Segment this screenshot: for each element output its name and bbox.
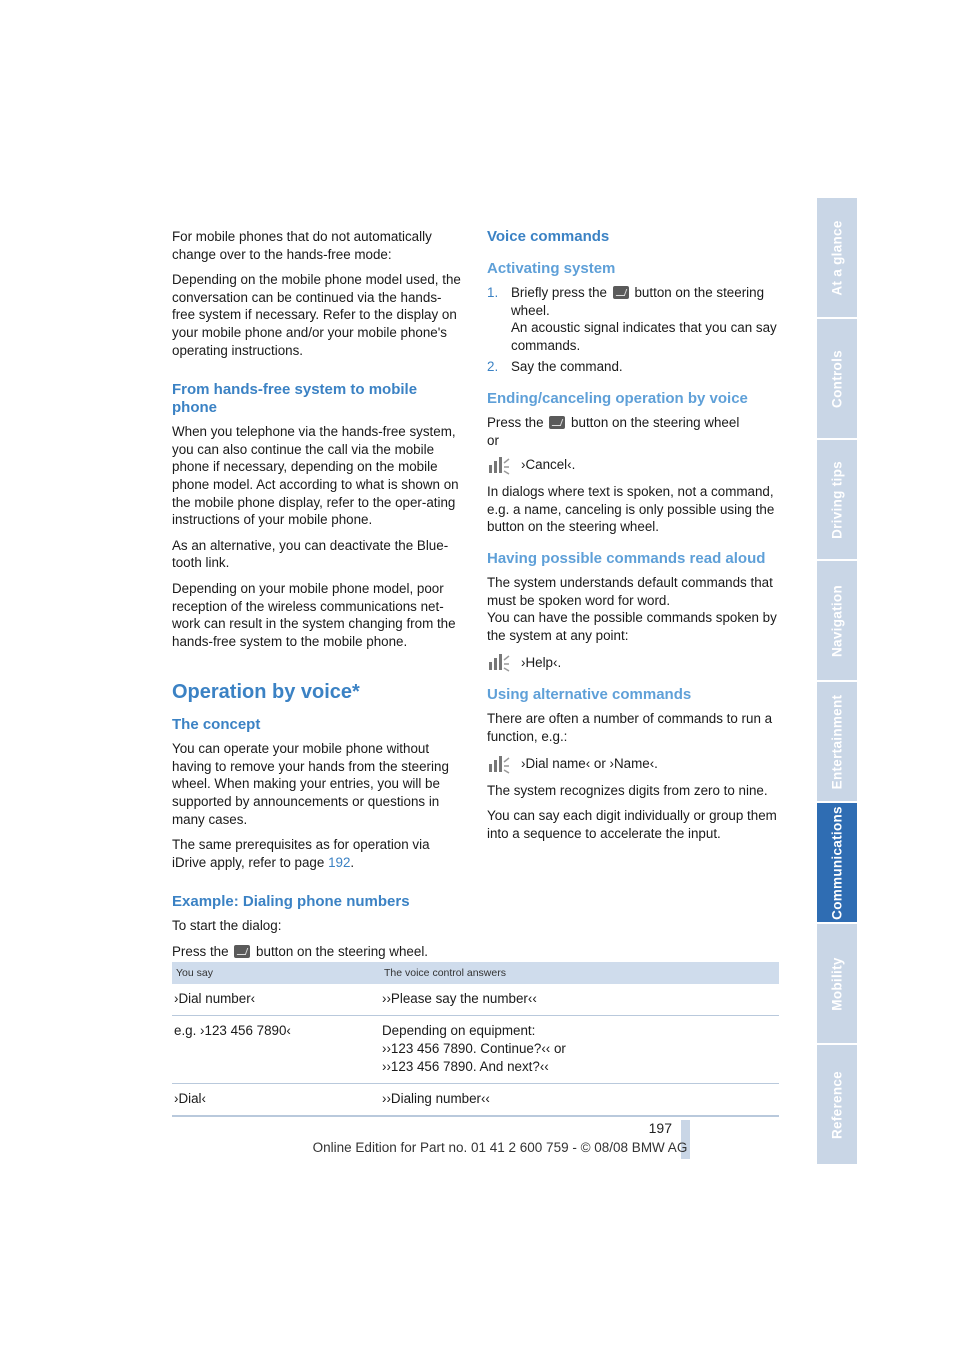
command-cancel: ›Cancel‹. — [487, 455, 779, 475]
command-help: ›Help‹. — [487, 652, 779, 672]
table-cell-answer: Depending on equipment: ››123 456 7890. Continue?‹‹ or ››123 456 7890. And next?‹‹ — [380, 1016, 779, 1084]
table-cell-say: e.g. ›123 456 7890‹ — [172, 1016, 380, 1084]
paragraph-bluetooth: As an alternative, you can deactivate the Blue-tooth link. — [172, 537, 449, 571]
paragraph-press-button: Press the button on the steering wheel. — [172, 944, 429, 960]
left-column — [172, 228, 464, 969]
right-column — [487, 228, 779, 850]
table-cell-say: ›Dial‹ — [172, 1084, 380, 1117]
table-header-you-say: You say — [172, 962, 380, 984]
table-row — [172, 1016, 779, 1084]
steering-wheel-talk-button-icon — [613, 286, 629, 299]
paragraph-understands: The system understands default commands that must be spoken word for word. — [487, 574, 773, 608]
table-row — [172, 984, 779, 1016]
heading-ending-canceling: Ending/canceling operation by voice — [487, 389, 748, 407]
paragraph-continue-call: When you telephone via the hands-free system, you can also continue the call via the mobile phone if necessary, depending on the mobile phone model. Act according to what is shown on the mobile phone display, refer to the oper-ating instructions of your mobile phone. — [172, 424, 459, 528]
paragraph-dialogs: In dialogs where text is spoken, not a command, e.g. a name, canceling is only possible using the button on the steering wheel. — [487, 484, 775, 535]
heading-voice-commands: Voice commands — [487, 228, 610, 245]
step-2: 2. Say the command. — [487, 359, 623, 375]
tab-controls[interactable]: Controls — [817, 319, 857, 438]
voice-command-icon — [487, 455, 511, 475]
voice-dialog-table — [172, 962, 779, 1117]
table-header-row — [172, 962, 779, 984]
footer — [0, 1140, 960, 1155]
heading-alternative-commands: Using alternative commands — [487, 686, 692, 704]
heading-activating-system: Activating system — [487, 260, 616, 277]
paragraph-concept: You can operate your mobile phone without having to remove your hands from the steering wheel. When making your entries, you will be supported by announcements or questions in many cases. — [172, 741, 449, 827]
heading-operation-by-voice: Operation by voice* — [172, 681, 360, 704]
paragraph-digits: The system recognizes digits from zero to nine. — [487, 782, 768, 798]
activation-steps — [487, 284, 779, 376]
paragraph-poor-reception: Depending on your mobile phone model, poor reception of the wireless communications net-work can result in the system changing from the hands-free system to the mobile phone. — [172, 580, 456, 649]
tab-at-a-glance[interactable]: At a glance — [817, 198, 857, 317]
heading-example-dialing: Example: Dialing phone numbers — [172, 893, 410, 911]
steering-wheel-talk-button-icon — [549, 416, 565, 429]
tab-reference[interactable]: Reference — [817, 1045, 857, 1164]
heading-read-aloud: Having possible commands read aloud — [487, 549, 766, 567]
voice-command-icon — [487, 754, 511, 774]
tab-navigation[interactable]: Navigation — [817, 561, 857, 680]
intro-paragraph-2: Depending on the mobile phone model used, the conversation can be continued via the hands-free system if necessary. Refer to the display on your mobile phone and/or your mobile phone's operating instructions. — [172, 272, 461, 358]
table-row — [172, 1084, 779, 1117]
paragraph-often: There are often a number of commands to run a function, e.g.: — [487, 711, 773, 744]
page-number: 197 — [648, 1120, 672, 1136]
table-cell-say: ›Dial number‹ — [172, 984, 380, 1016]
steering-wheel-talk-button-icon — [234, 945, 250, 958]
paragraph-have-spoken: You can have the possible commands spoken by the system at any point: — [487, 610, 777, 643]
table-cell-answer: ››Dialing number‹‹ — [380, 1084, 779, 1117]
paragraph-each-digit: You can say each digit individually or group them into a sequence to accelerate the input. — [487, 808, 777, 841]
tab-communications[interactable]: Communications — [817, 803, 857, 922]
tab-driving-tips[interactable]: Driving tips — [817, 440, 857, 559]
tab-entertainment[interactable]: Entertainment — [817, 682, 857, 801]
step-1: 1. Briefly press the button on the steering wheel. An acoustic signal indicates that you can say commands. — [487, 285, 777, 353]
voice-command-icon — [487, 652, 511, 672]
paragraph-start-dialog: To start the dialog: — [172, 918, 282, 934]
table-cell-answer: ››Please say the number‹‹ — [380, 984, 779, 1016]
command-dial-name: ›Dial name‹ or ›Name‹. — [487, 754, 779, 774]
table-header-answers: The voice control answers — [380, 962, 779, 984]
chapter-tabs — [817, 198, 857, 1166]
intro-paragraph-1: For mobile phones that do not automatically change over to the hands-free mode: — [172, 229, 432, 262]
heading-from-handsfree: From hands-free system to mobile phone — [172, 381, 418, 417]
page-link-192[interactable]: 192 — [328, 854, 351, 870]
tab-mobility[interactable]: Mobility — [817, 924, 857, 1043]
paragraph-prerequisites: The same prerequisites as for operation via iDrive apply, refer to page 192. — [172, 837, 430, 870]
heading-concept: The concept — [172, 716, 261, 734]
footer-edition: Online Edition for Part no. 01 41 2 600 759 - © 08/08 BMW AG — [312, 1140, 688, 1155]
paragraph-press-to-end: Press the button on the steering wheel or — [487, 414, 740, 448]
